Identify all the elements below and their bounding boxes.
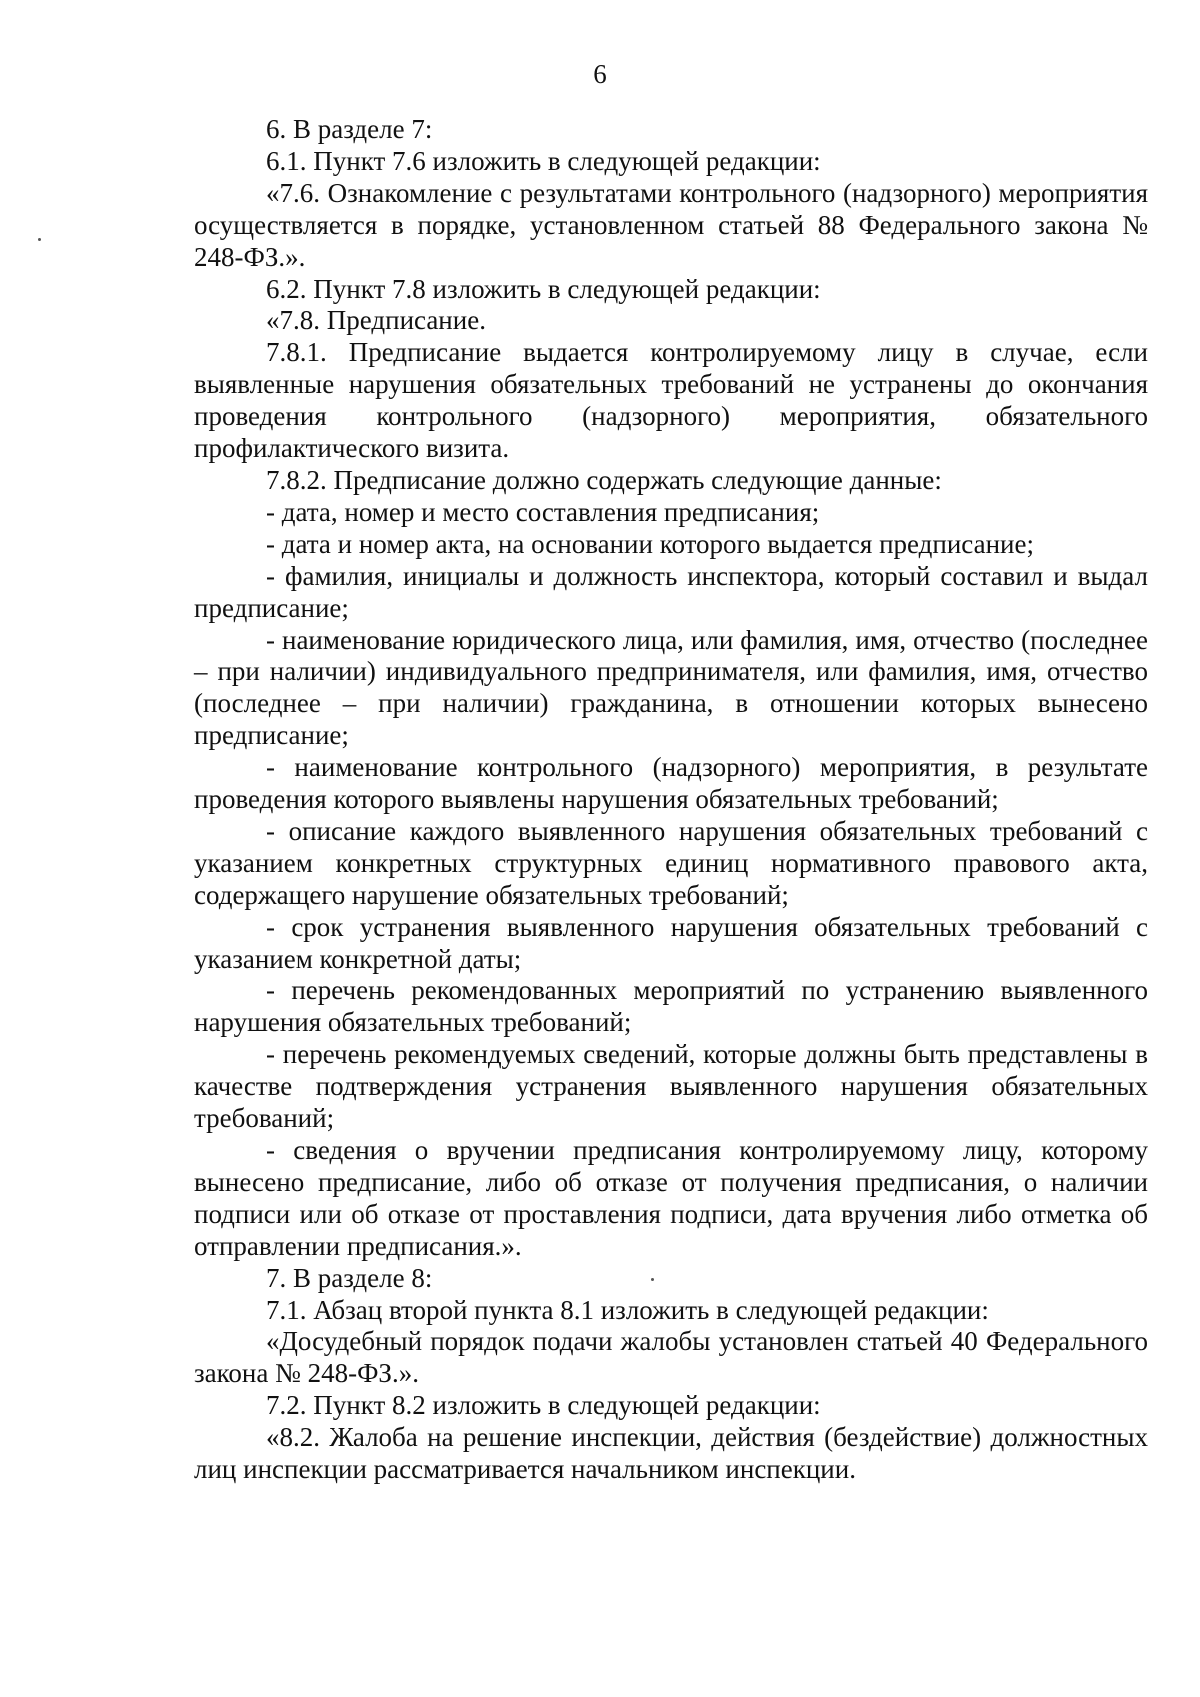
scan-speck xyxy=(651,1278,654,1281)
list-item-violation-description: - описание каждого выявленного нарушения обязательных требований с указанием конкретных структурных единиц нормативного правового акта, содержащего нарушение обязательных требований; xyxy=(194,815,1148,910)
paragraph-section-7-heading: 6. В разделе 7: xyxy=(266,114,433,144)
paragraph-6-1: 6.1. Пункт 7.6 изложить в следующей редакции: xyxy=(266,145,821,176)
list-item-delivery-information: - сведения о вручении предписания контролируемому лицу, которому вынесено предписание, либо об отказе от получения предписания, о наличии подписи или об отказе от проставления подписи, дата вручения либо отметка об отправлении предписания.». xyxy=(194,1135,1148,1261)
paragraph-pretrial-procedure: «Досудебный порядок подачи жалобы установлен статьей 40 Федерального закона № 248-ФЗ.». xyxy=(194,1326,1148,1389)
paragraph-7-6-text: «7.6. Ознакомление с результатами контрольного (надзорного) мероприятия осуществляется в порядке, установленном статьей 88 Федерального закона № 248-ФЗ.». xyxy=(194,177,1148,272)
list-item-date-number-place: - дата, номер и место составления предписания; xyxy=(266,496,820,527)
list-item-recommended-measures: - перечень рекомендованных мероприятий по устранению выявленного нарушения обязательных требований; xyxy=(194,975,1148,1038)
paragraph-8-2-complaint: «8.2. Жалоба на решение инспекции, действия (бездействие) должностных лиц инспекции рассматривается начальником инспекции. xyxy=(194,1422,1148,1485)
paragraph-section-8-heading: 7. В разделе 8: xyxy=(266,1262,433,1293)
paragraph-7-8-2: 7.8.2. Предписание должно содержать следующие данные: xyxy=(266,464,942,495)
document-body xyxy=(194,114,1148,1486)
paragraph-7-1: 7.1. Абзац второй пункта 8.1 изложить в следующей редакции: xyxy=(266,1294,989,1325)
list-item-deadline: - срок устранения выявленного нарушения обязательных требований с указанием конкретной даты; xyxy=(194,911,1148,974)
list-item-legal-entity: - наименование юридического лица, или фамилия, имя, отчество (последнее – при наличии) индивидуального предпринимателя, или фамилия, имя, отчество (последнее – при наличии) гражданина, в отношении которых вынесено предписание; xyxy=(194,624,1148,751)
paragraph-7-8-heading: «7.8. Предписание. xyxy=(266,305,486,336)
page-number: 6 xyxy=(593,59,607,89)
paragraph-7-2: 7.2. Пункт 8.2 изложить в следующей редакции: xyxy=(266,1390,821,1421)
scan-speck xyxy=(38,238,41,241)
list-item-recommended-information: - перечень рекомендуемых сведений, которые должны быть представлены в качестве подтверждения устранения выявленного нарушения обязательных требований; xyxy=(194,1039,1148,1134)
paragraph-6-2: 6.2. Пункт 7.8 изложить в следующей редакции: xyxy=(266,273,821,304)
list-item-event-name: - наименование контрольного (надзорного) мероприятия, в результате проведения которого выявлены нарушения обязательных требований; xyxy=(194,752,1148,815)
list-item-inspector: - фамилия, инициалы и должность инспектора, который составил и выдал предписание; xyxy=(194,560,1148,623)
paragraph-7-8-1: 7.8.1. Предписание выдается контролируемому лицу в случае, если выявленные нарушения обязательных требований не устранены до окончания проведения контрольного (надзорного) мероприятия, обязательного профилактического визита. xyxy=(194,337,1148,464)
list-item-act-date-number: - дата и номер акта, на основании которого выдается предписание; xyxy=(266,528,1034,559)
